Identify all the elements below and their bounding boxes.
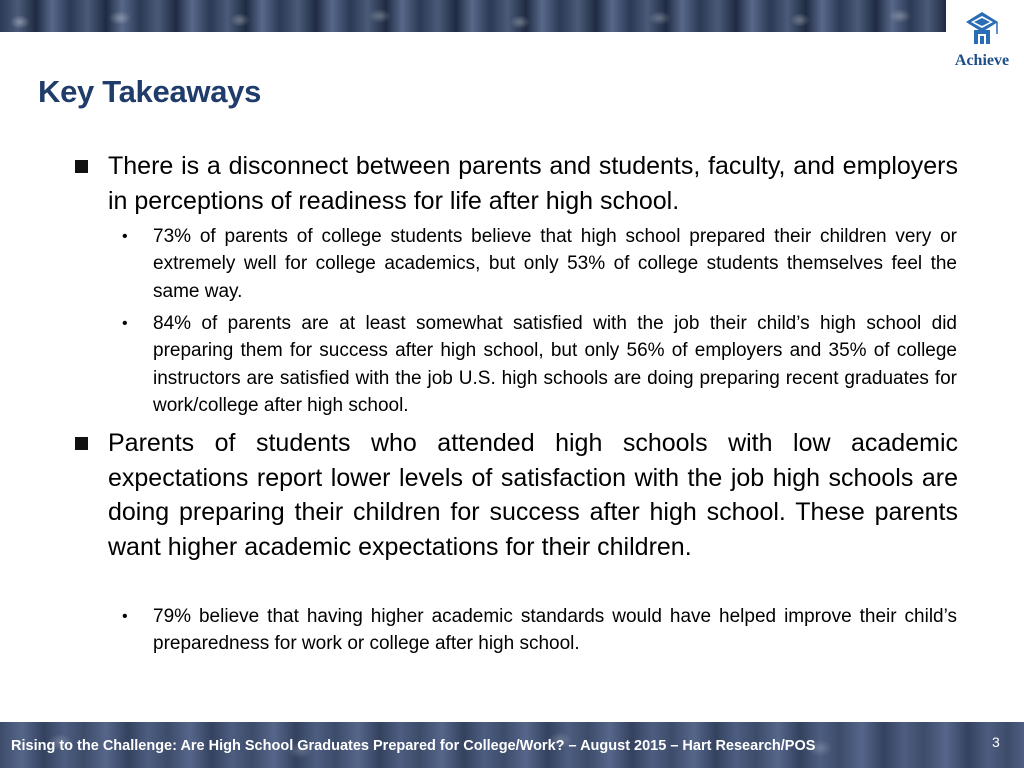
slide-title: Key Takeaways [38, 74, 262, 109]
sub-bullet-item: 73% of parents of college students believe that high school prepared their children very or extremely well for college academics, but only 53% of college students themselves feel the same way. [153, 226, 957, 302]
footer-bar [0, 722, 1024, 768]
footer-source-text: Rising to the Challenge: Are High School Graduates Prepared for College/Work? – August 2015 – Hart Research/POS [11, 738, 816, 754]
bullet-dot-icon: • [122, 608, 128, 625]
achieve-logo [946, 8, 1018, 74]
bullet-dot-icon: • [122, 228, 128, 245]
bullet-square-icon [75, 160, 88, 173]
bullet-dot-icon: • [122, 315, 128, 332]
bullet-item: Parents of students who attended high schools with low academic expectations report lower levels of satisfaction with the job high schools are doing preparing their children for success after high school. These parents want higher academic expectations for their children. [108, 429, 958, 561]
logo-wordmark: Achieve [954, 52, 1010, 69]
header-photo-banner [0, 0, 946, 32]
bullet-square-icon [75, 437, 88, 450]
page-number: 3 [992, 734, 1000, 750]
achieve-logo-icon [964, 10, 1000, 52]
sub-bullet-item: 84% of parents are at least somewhat satisfied with the job their child’s high school did preparing them for success after high school, but only 56% of employers and 35% of college instructors are satisfied with the job U.S. high schools are doing preparing recent graduates for work/college after high school. [153, 313, 957, 417]
bullet-item: There is a disconnect between parents and students, faculty, and employers in perceptions of readiness for life after high school. [108, 152, 958, 215]
sub-bullet-item: 79% believe that having higher academic standards would have helped improve their child’s preparedness for work or college after high school. [153, 606, 957, 655]
